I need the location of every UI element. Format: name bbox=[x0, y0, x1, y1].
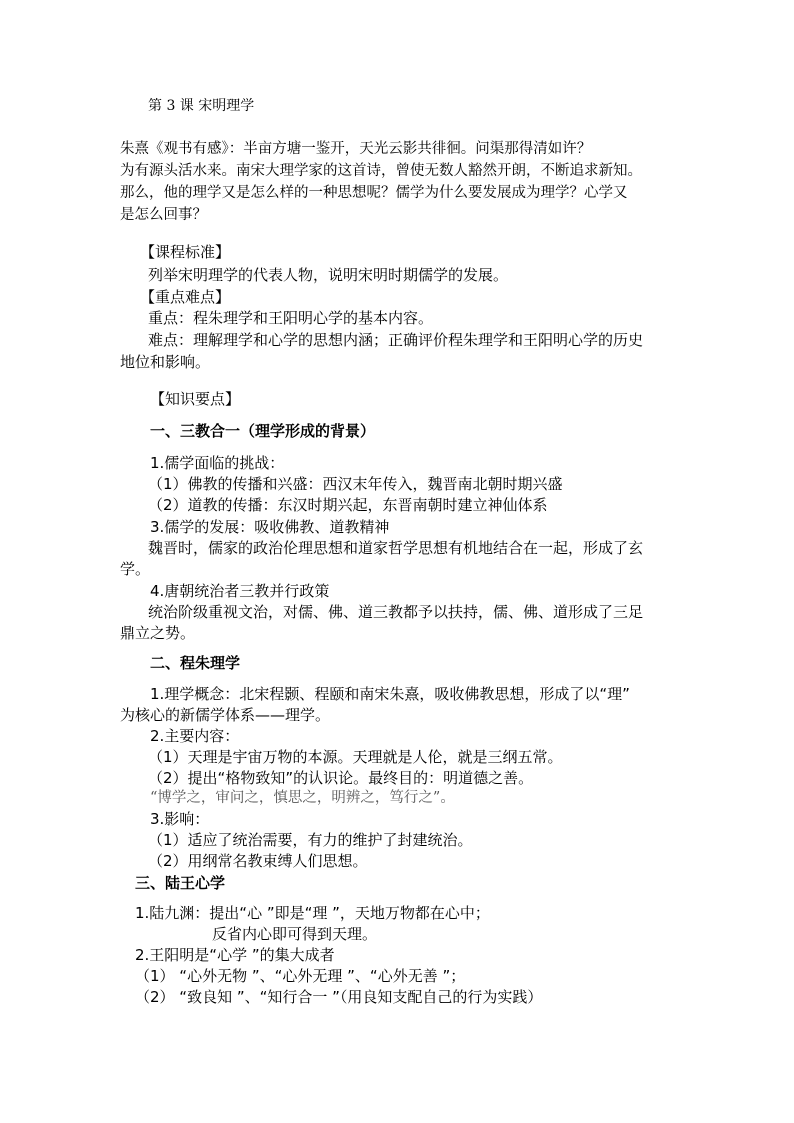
intro-line-4: 是怎么回事？ bbox=[120, 207, 207, 223]
section1-item-2: （1）佛教的传播和兴盛：西汉末年传入，魏晋南北朝时期兴盛 bbox=[148, 475, 563, 493]
key-heading: 【重点难点】 bbox=[140, 288, 231, 306]
standard-heading: 【课程标准】 bbox=[140, 243, 231, 261]
knowledge-heading: 【知识要点】 bbox=[150, 390, 241, 408]
section1-item-4: 3.儒学的发展：吸收佛教、道教精神 bbox=[150, 518, 390, 536]
section2-heading: 二、程朱理学 bbox=[150, 654, 241, 672]
intro-line-3: 那么，他的理学又是怎么样的一种思想呢？儒学为什么要发展成为理学？心学又 bbox=[120, 185, 628, 201]
section2-item-1: 1.理学概念：北宋程颢、程颐和南宋朱熹，吸收佛教思想，形成了以“理” bbox=[150, 685, 630, 703]
section1-item-1: 1.儒学面临的挑战： bbox=[150, 454, 285, 472]
section3-item-4: （1） “心外无物 ”、“心外无理 ”、“心外无善 ”； bbox=[135, 967, 466, 985]
section1-item-8: 统治阶级重视文治，对儒、佛、道三教都予以扶持，儒、佛、道形成了三足 bbox=[148, 603, 644, 621]
section1-item-3: （2）道教的传播：东汉时期兴起，东晋南朝时建立神仙体系 bbox=[148, 496, 548, 514]
standard-text: 列举宋明理学的代表人物，说明宋明时期儒学的发展。 bbox=[148, 266, 509, 284]
section3-item-5: （2） “致良知 ”、“知行合一 ”（用良知支配自己的行为实践） bbox=[135, 988, 543, 1006]
section3-item-1: 1.陆九渊：提出“心 ”即是“理 ”，天地万物都在心中； bbox=[135, 904, 490, 922]
section2-item-6: “博学之，审问之，慎思之，明辨之，笃行之”。 bbox=[150, 790, 455, 806]
intro-line-1: 朱熹《观书有感》：半亩方塘一鉴开，天光云影共徘徊。问渠那得清如许？ bbox=[120, 141, 592, 157]
section2-item-8: （1）适应了统治需要，有力的维护了封建统治。 bbox=[148, 831, 473, 849]
section3-item-3: 2.王阳明是“心学 ”的集大成者 bbox=[135, 946, 335, 964]
section2-item-7: 3.影响： bbox=[150, 810, 210, 828]
section1-item-9: 鼎立之势。 bbox=[120, 624, 196, 642]
section3-item-2: 反省内心即可得到天理。 bbox=[212, 925, 378, 943]
section2-item-9: （2）用纲常名教束缚人们思想。 bbox=[148, 852, 368, 870]
section2-item-2: 为核心的新儒学体系——理学。 bbox=[120, 706, 331, 724]
difficult-point-line-1: 难点：理解理学和心学的思想内涵；正确评价程朱理学和王阳明心学的历史 bbox=[148, 331, 644, 349]
intro-line-2: 为有源头活水来。南宋大理学家的这首诗，曾使无数人豁然开朗，不断追求新知。 bbox=[120, 163, 642, 179]
section3-heading: 三、陆王心学 bbox=[135, 874, 226, 892]
section1-item-5: 魏晋时，儒家的政治伦理思想和道家哲学思想有机地结合在一起，形成了玄 bbox=[148, 539, 644, 557]
section2-item-4: （1）天理是宇宙万物的本源。天理就是人伦，就是三纲五常。 bbox=[148, 748, 563, 766]
difficult-point-line-2: 地位和影响。 bbox=[120, 353, 211, 371]
section2-item-3: 2.主要内容： bbox=[150, 727, 240, 745]
section2-item-5: （2）提出“格物致知”的认识论。最终目的：明道德之善。 bbox=[148, 769, 534, 787]
section1-heading: 一、三教合一（理学形成的背景） bbox=[150, 422, 376, 440]
lesson-title: 第 3 课 宋明理学 bbox=[148, 98, 255, 114]
section1-item-6: 学。 bbox=[120, 560, 151, 578]
key-point: 重点：程朱理学和王阳明心学的基本内容。 bbox=[148, 309, 434, 327]
section1-item-7: 4.唐朝统治者三教并行政策 bbox=[150, 582, 330, 600]
